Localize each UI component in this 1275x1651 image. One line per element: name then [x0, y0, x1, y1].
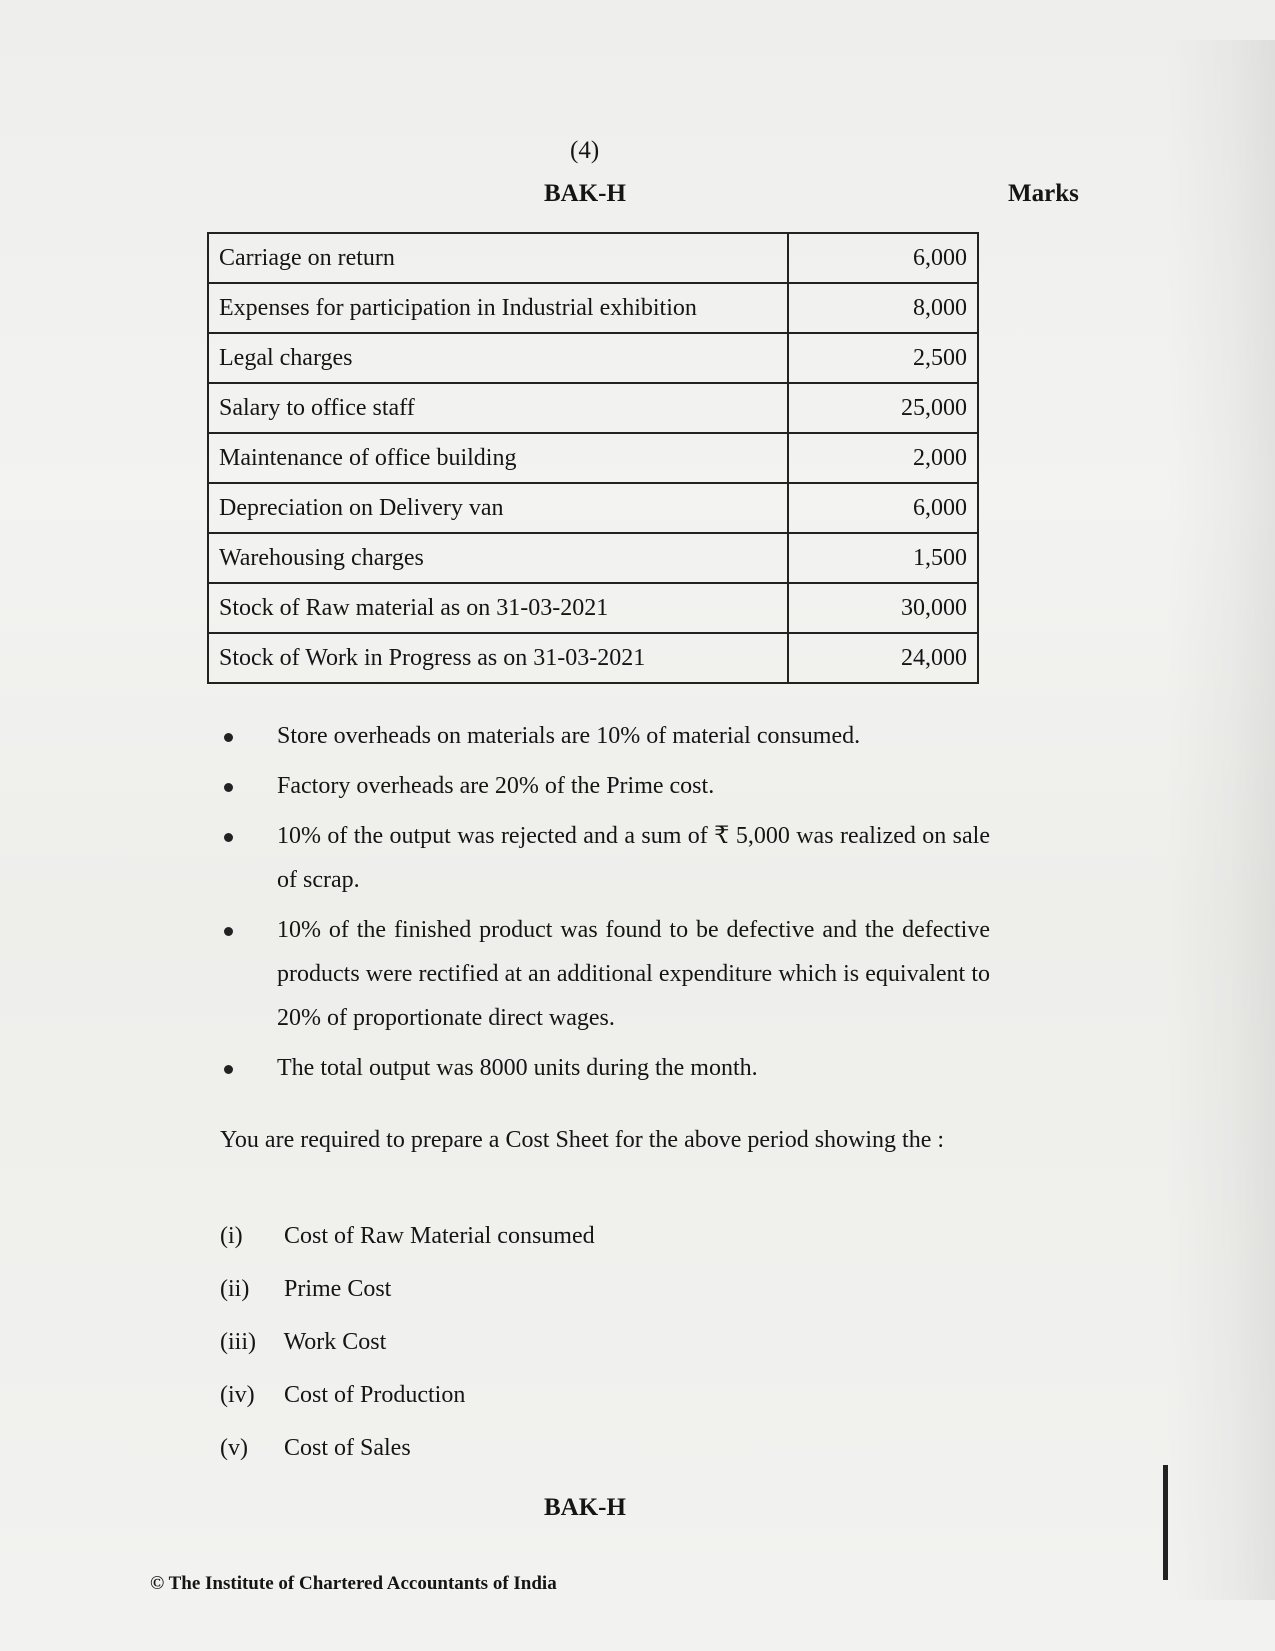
expense-amount: 6,000	[788, 483, 978, 533]
copyright-notice: © The Institute of Chartered Accountants of India	[150, 1573, 557, 1594]
bullet-icon	[224, 927, 233, 936]
table-row	[208, 383, 978, 433]
note-text: Store overheads on materials are 10% of material consumed.	[277, 723, 861, 749]
expense-item: Depreciation on Delivery van	[208, 483, 788, 533]
expense-item: Salary to office staff	[208, 383, 788, 433]
expense-item: Carriage on return	[208, 233, 788, 283]
table-row	[208, 433, 978, 483]
page-edge-shadow	[1165, 40, 1275, 1600]
expense-amount: 1,500	[788, 533, 978, 583]
list-item	[220, 1263, 595, 1316]
part-text: Cost of Raw Material consumed	[284, 1223, 595, 1249]
expense-amount: 6,000	[788, 233, 978, 283]
part-number: (ii)	[220, 1276, 250, 1302]
table-row	[208, 283, 978, 333]
table-row	[208, 333, 978, 383]
expenses-table	[207, 232, 979, 684]
expense-amount: 30,000	[788, 583, 978, 633]
part-number: (v)	[220, 1435, 248, 1461]
marks-label: Marks	[1008, 180, 1079, 207]
bullet-icon	[224, 733, 233, 742]
paper-code-footer: BAK-H	[544, 1494, 626, 1521]
expense-amount: 2,500	[788, 333, 978, 383]
expense-item: Stock of Raw material as on 31-03-2021	[208, 583, 788, 633]
expense-item: Warehousing charges	[208, 533, 788, 583]
bullet-icon	[224, 783, 233, 792]
list-item	[210, 814, 990, 902]
table-row	[208, 533, 978, 583]
table-row	[208, 633, 978, 683]
expense-amount: 8,000	[788, 283, 978, 333]
part-number: (iii)	[220, 1329, 256, 1355]
expense-item: Legal charges	[208, 333, 788, 383]
list-item	[210, 1046, 990, 1090]
expense-item: Maintenance of office building	[208, 433, 788, 483]
list-item	[220, 1316, 595, 1369]
binding-mark	[1163, 1465, 1168, 1580]
note-text: Factory overheads are 20% of the Prime cost.	[277, 773, 715, 799]
list-item	[220, 1422, 595, 1475]
part-text: Prime Cost	[284, 1276, 392, 1302]
expense-amount: 24,000	[788, 633, 978, 683]
table-row	[208, 483, 978, 533]
part-number: (i)	[220, 1223, 243, 1249]
requirement-text: You are required to prepare a Cost Sheet for the above period showing the :	[220, 1127, 945, 1153]
note-text: 10% of the output was rejected and a sum of ₹ 5,000 was realized on sale of scrap.	[277, 823, 990, 893]
table-row	[208, 583, 978, 633]
paper-code-header: BAK-H	[544, 180, 626, 207]
part-number: (iv)	[220, 1382, 255, 1408]
part-text: Cost of Production	[284, 1382, 466, 1408]
list-item	[210, 764, 990, 808]
page-number: (4)	[570, 137, 600, 164]
expense-amount: 2,000	[788, 433, 978, 483]
expense-item: Stock of Work in Progress as on 31-03-2021	[208, 633, 788, 683]
expense-item: Expenses for participation in Industrial exhibition	[208, 283, 788, 333]
list-item	[220, 1210, 595, 1263]
part-text: Cost of Sales	[284, 1435, 411, 1461]
note-text: The total output was 8000 units during the month.	[277, 1055, 758, 1081]
list-item	[210, 714, 990, 758]
list-item	[220, 1369, 595, 1422]
note-text: 10% of the finished product was found to be defective and the defective products were rectified at an additional expenditure which is equivalent to 20% of proportionate direct wages.	[277, 917, 990, 1031]
bullet-icon	[224, 1065, 233, 1074]
requirement-parts	[220, 1210, 595, 1475]
list-item	[210, 908, 990, 1040]
notes-list	[210, 714, 990, 1096]
expense-amount: 25,000	[788, 383, 978, 433]
part-text: Work Cost	[283, 1329, 387, 1355]
table-row	[208, 233, 978, 283]
bullet-icon	[224, 833, 233, 842]
